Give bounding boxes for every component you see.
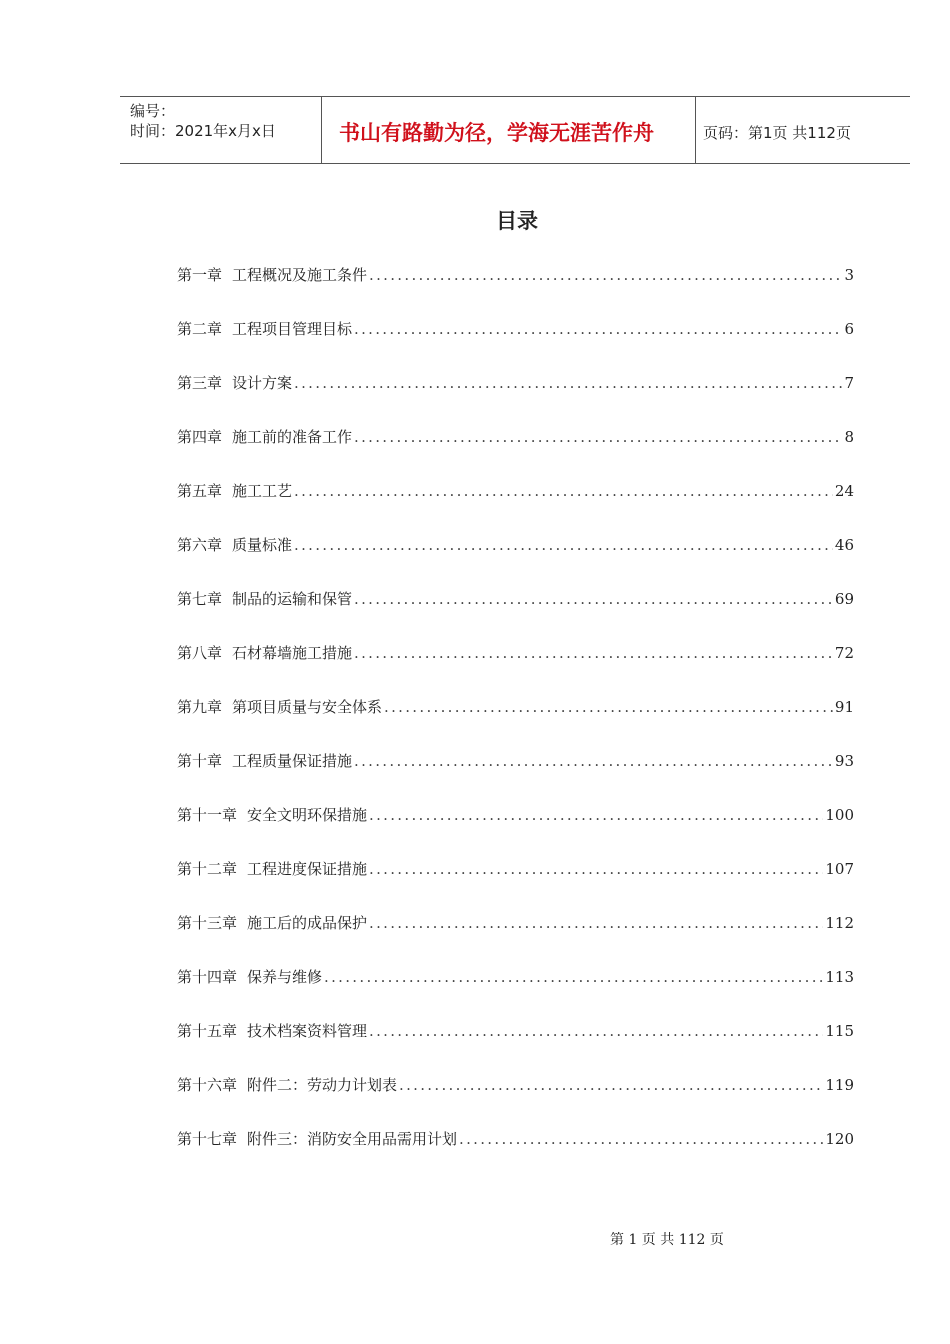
toc-entry[interactable] bbox=[177, 694, 854, 748]
toc-leader-dots bbox=[399, 1072, 823, 1098]
toc-chapter: 第五章 bbox=[177, 482, 223, 500]
toc-entry-title: 设计方案 bbox=[232, 374, 293, 392]
toc-entry-title: 工程项目管理目标 bbox=[232, 320, 353, 338]
toc-leader-dots bbox=[369, 910, 823, 936]
toc-chapter: 第九章 bbox=[177, 698, 223, 716]
toc-chapter: 第十四章 bbox=[177, 968, 238, 986]
toc-entry-title: 技术档案资料管理 bbox=[247, 1022, 368, 1040]
toc-page-number: 112 bbox=[825, 914, 854, 932]
toc-entry[interactable] bbox=[177, 1126, 854, 1180]
toc-entry-title: 石材幕墙施工措施 bbox=[232, 644, 353, 662]
toc-chapter: 第十一章 bbox=[177, 806, 238, 824]
toc-leader-dots bbox=[354, 316, 842, 342]
toc-entry[interactable] bbox=[177, 262, 854, 316]
toc-entry[interactable] bbox=[177, 964, 854, 1018]
toc-entry-title: 安全文明环保措施 bbox=[247, 806, 368, 824]
toc-entry-title: 施工后的成品保护 bbox=[247, 914, 368, 932]
toc-leader-dots bbox=[354, 748, 833, 774]
toc-page-number: 72 bbox=[834, 644, 854, 662]
toc-entry[interactable] bbox=[177, 586, 854, 640]
serial-label: 编号： bbox=[130, 102, 176, 120]
toc-entry[interactable] bbox=[177, 802, 854, 856]
toc-entry[interactable] bbox=[177, 532, 854, 586]
toc-entry-title: 工程进度保证措施 bbox=[247, 860, 368, 878]
toc-chapter: 第十二章 bbox=[177, 860, 238, 878]
toc-entry[interactable] bbox=[177, 478, 854, 532]
toc-leader-dots bbox=[324, 964, 823, 990]
toc-entry[interactable] bbox=[177, 370, 854, 424]
toc-chapter: 第二章 bbox=[177, 320, 223, 338]
toc-chapter: 第六章 bbox=[177, 536, 223, 554]
header-motto-cell bbox=[321, 97, 696, 163]
header-meta-cell bbox=[120, 97, 322, 163]
toc-page-number: 46 bbox=[834, 536, 854, 554]
motto-text: 书山有路勤为径，学海无涯苦作舟 bbox=[339, 121, 654, 145]
toc-entry[interactable] bbox=[177, 640, 854, 694]
header-page-info: 页码：第1页 共112页 bbox=[703, 124, 851, 142]
toc-entry-title: 施工前的准备工作 bbox=[232, 428, 353, 446]
toc-entry-title: 附件二：劳动力计划表 bbox=[247, 1076, 398, 1094]
toc-leader-dots bbox=[294, 478, 833, 504]
toc-leader-dots bbox=[354, 640, 833, 666]
toc-leader-dots bbox=[384, 694, 833, 720]
time-label: 时间：2021年x月x日 bbox=[130, 122, 276, 140]
toc-page-number: 113 bbox=[825, 968, 854, 986]
toc-entry[interactable] bbox=[177, 910, 854, 964]
toc-leader-dots bbox=[294, 370, 842, 396]
toc-leader-dots bbox=[354, 586, 833, 612]
toc-page-number: 24 bbox=[834, 482, 854, 500]
toc-page-number: 7 bbox=[844, 374, 854, 392]
toc-entry[interactable] bbox=[177, 424, 854, 478]
toc-leader-dots bbox=[294, 532, 833, 558]
toc-page-number: 100 bbox=[825, 806, 854, 824]
toc-page-number: 69 bbox=[834, 590, 854, 608]
toc-page-number: 3 bbox=[844, 266, 854, 284]
toc-leader-dots bbox=[369, 856, 823, 882]
toc-chapter: 第十章 bbox=[177, 752, 223, 770]
toc-chapter: 第一章 bbox=[177, 266, 223, 284]
toc-leader-dots bbox=[369, 1018, 823, 1044]
toc-entry[interactable] bbox=[177, 748, 854, 802]
toc-list bbox=[177, 262, 854, 1180]
toc-chapter: 第十五章 bbox=[177, 1022, 238, 1040]
toc-entry-title: 制品的运输和保管 bbox=[232, 590, 353, 608]
toc-page-number: 107 bbox=[825, 860, 854, 878]
toc-page-number: 91 bbox=[834, 698, 854, 716]
toc-chapter: 第十七章 bbox=[177, 1130, 238, 1148]
toc-entry[interactable] bbox=[177, 1018, 854, 1072]
toc-entry[interactable] bbox=[177, 856, 854, 910]
document-header bbox=[120, 96, 910, 164]
toc-leader-dots bbox=[354, 424, 842, 450]
toc-page-number: 8 bbox=[844, 428, 854, 446]
toc-entry-title: 第项目质量与安全体系 bbox=[232, 698, 383, 716]
toc-chapter: 第八章 bbox=[177, 644, 223, 662]
toc-chapter: 第七章 bbox=[177, 590, 223, 608]
toc-page-number: 93 bbox=[834, 752, 854, 770]
toc-leader-dots bbox=[369, 262, 842, 288]
toc-chapter: 第十三章 bbox=[177, 914, 238, 932]
page-footer: 第 1 页 共 112 页 bbox=[610, 1232, 724, 1248]
toc-page-number: 119 bbox=[825, 1076, 854, 1094]
toc-entry[interactable] bbox=[177, 1072, 854, 1126]
toc-entry-title: 工程质量保证措施 bbox=[232, 752, 353, 770]
toc-page-number: 115 bbox=[825, 1022, 854, 1040]
toc-entry-title: 附件三：消防安全用品需用计划 bbox=[247, 1130, 458, 1148]
toc-entry-title: 工程概况及施工条件 bbox=[232, 266, 368, 284]
toc-entry-title: 保养与维修 bbox=[247, 968, 323, 986]
toc-chapter: 第十六章 bbox=[177, 1076, 238, 1094]
toc-chapter: 第四章 bbox=[177, 428, 223, 446]
toc-page-number: 6 bbox=[844, 320, 854, 338]
toc-entry-title: 质量标准 bbox=[232, 536, 293, 554]
toc-page-number: 120 bbox=[825, 1130, 854, 1148]
toc-leader-dots bbox=[369, 802, 823, 828]
toc-entry[interactable] bbox=[177, 316, 854, 370]
header-page-cell bbox=[695, 97, 910, 163]
toc-entry-title: 施工工艺 bbox=[232, 482, 293, 500]
toc-leader-dots bbox=[459, 1126, 823, 1152]
toc-title: 目录 bbox=[496, 209, 538, 233]
toc-chapter: 第三章 bbox=[177, 374, 223, 392]
